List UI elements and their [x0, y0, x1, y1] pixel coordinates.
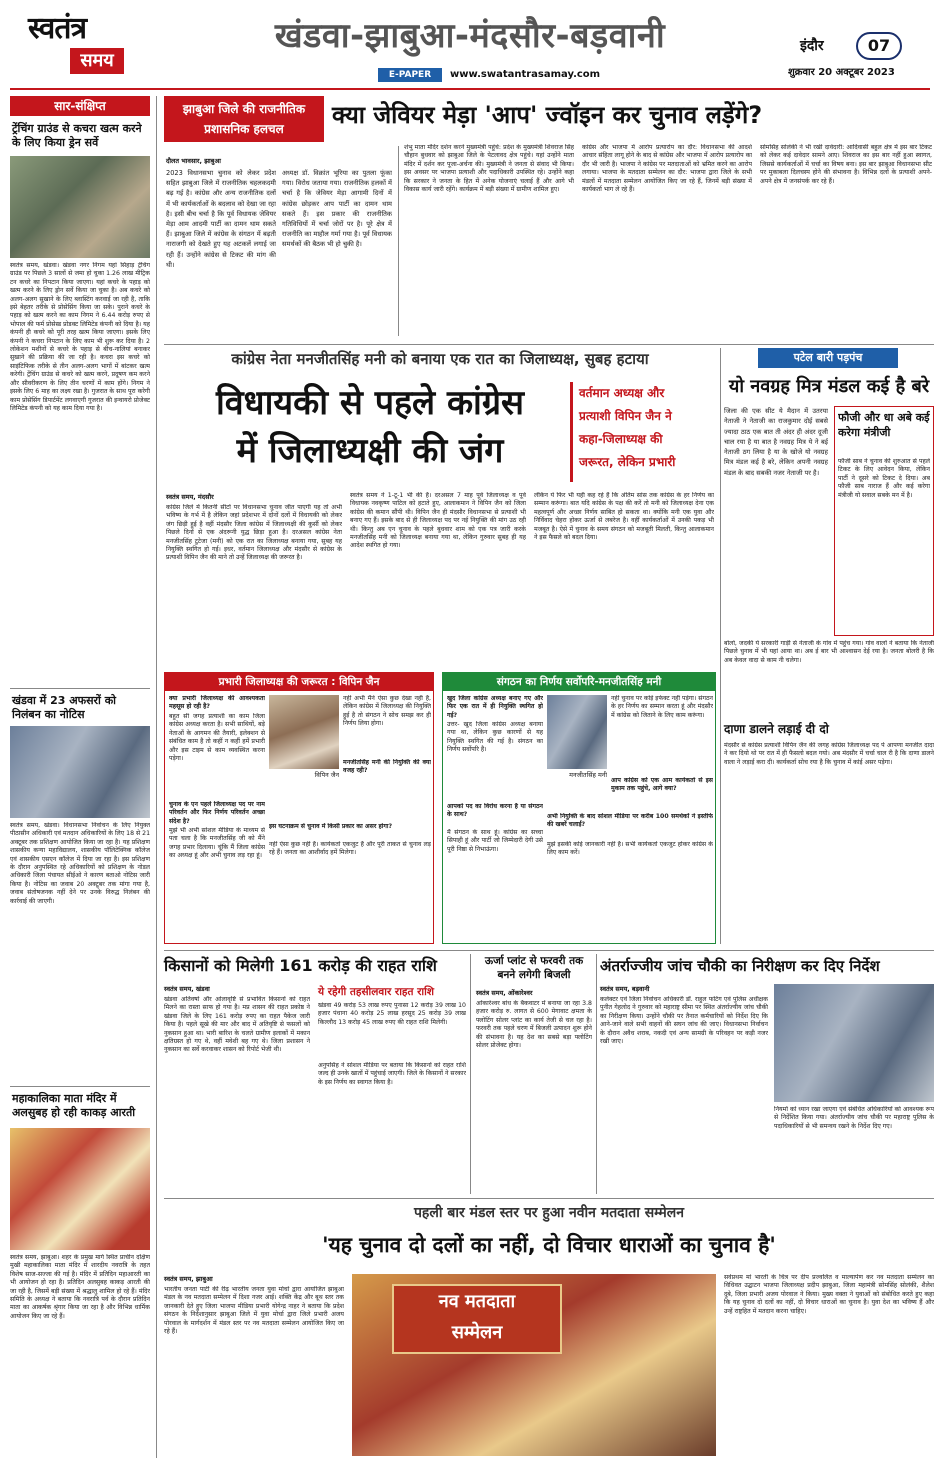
epaper-bar	[378, 68, 782, 82]
section-divider	[164, 1198, 934, 1199]
city-label: इंदौर	[800, 38, 824, 54]
farmer-headline: किसानों को मिलेगी 161 करोड़ की राहत राशि	[164, 956, 437, 975]
patel-kicker: पटेल बारी पड़पंच	[758, 348, 898, 368]
bottom-headline: 'यह चुनाव दो दलों का नहीं, दो विचार धाराओं का चुनाव है'	[322, 1233, 776, 1257]
sidebar-story1-photo	[10, 156, 150, 258]
lead-story-kicker: कांग्रेस नेता मनजीतसिंह मनी को बनाया एक रात का जिलाध्यक्ष, सुबह हटाया	[231, 350, 649, 368]
manjit-q4: अभी नियुक्ति के बाद सोशल मीडिया पर करीब 100 समर्थकों ने इस्तीफे की खबरें चलाईं?	[547, 813, 713, 829]
manjit-photo	[547, 695, 607, 769]
border-body: कलेक्टर एवं जिला निर्वाचन अधिकारी डॉ. राहुल फटिंग एवं पुलिस अधीक्षक पुनीत गेहलोद ने गुरुवार को महाराष्ट्र सीमा पर स्थित अंतर्राज्यीय जांच चौकी का निरीक्षण किया। उन्होंने चौकी पर तैनात कर्मचारियों को निर्देश दिए कि आने-जाने वाले सभी वाहनों की सघन जांच की जाए। विधानसभा निर्वाचन के दौरान अवैध शराब, नकदी एवं अन्य सामग्री के परिवहन पर कड़ी नजर रखी जाए।	[600, 996, 768, 1046]
top-story-col4: कांग्रेस और भाजपा में आरोप प्रत्यारोप का दौर: विधानसभा की आदर्श आचार संहिता लागू होने के बाद से कांग्रेस और भाजपा में आरोप प्रत्यारोप का दौर भी जारी है। भाजपा ने कांग्रेस पर मतदाताओं को भ्रमित करने का आरोप लगाया। भाजपा के मतदाता सम्मेलन का दौर: भाजपा द्वारा जिले के सभी मंडलों में मतदाता सम्मेलन आयोजित किए जा रहे हैं, जिनमें बड़ी संख्या में कार्यकर्ता भाग ले रहे हैं।	[582, 144, 752, 194]
manjit-a1: उत्तर- खुद जिला कांग्रेस अध्यक्ष बनाया गया था, लेकिन कुछ कारणों से यह नियुक्ति स्थगित की गई है। संगठन का निर्णय सर्वोपरि है।	[447, 721, 543, 754]
bottom-banner-line2: सम्मेलन	[451, 1322, 503, 1343]
sidebar-story2-headline: खंडवा में 23 अफसरों को निलंबन का नोटिस	[12, 694, 117, 721]
logo-top-text: स्वतंत्र	[28, 11, 87, 46]
farmer-byline: स्वतंत्र समय, खंडवा	[164, 985, 210, 993]
sidebar-story3-headline: महाकालिका माता मंदिर में अलसुबह हो रही काकड़ आरती	[12, 1092, 136, 1119]
page-number: 07	[856, 32, 902, 60]
bottom-col1: भारतीय जनता पार्टी की रीढ़ भारतीय जनता युवा मोर्चा द्वारा आयोजित झाबुआ मंडल के नव मतदाता सम्मेलन में दिशा नजर आई। शक्ति केंद्र और बूथ स्तर तक जानकारी देते हुए जिला भाजपा मीडिया प्रभारी योगेन्द्र नाहर ने बताया कि प्रदेश संगठन के निर्देशानुसार झाबुआ जिले में युवा मोर्चा द्वारा जिले प्रभारी अजय पोरवाल के मार्गदर्शन में मंडल स्तर पर नव मतदाता सम्मेलन आयोजित किए जा रहे हैं।	[164, 1286, 344, 1336]
masthead	[0, 0, 945, 92]
farmer-body2: अनुपसिंह ने सोशल मीडिया पर बताया कि किसानों को राहत राशि जल्द ही उनके खातों में पहुंचाई जाएगी। जिले के किसानों ने सरकार के इस निर्णय का स्वागत किया है।	[318, 1062, 466, 1086]
patel-body1: जिला की एक सीट ये मैदान में उतरया नेताजी ने नेताजी का राजकुमार दोई सबसे ज्यादा ठाठ एक बात ती अंदर ही अंदर दूजी चाल रया है या बात है नवग्रह मित्र ये ने बई नेताजी ठग लिया है या के खोजे यो नवग्रह मित्र मंडल कई है बरे, लेकिन अपनी नवग्रह मंडल के बाद सबकी नजर नेताजी पर है।	[724, 407, 828, 477]
manjit-box-title: संगठन का निर्णय सर्वोपरि-मनजीतसिंह मनी	[443, 673, 715, 691]
vipin-box-title: प्रभारी जिलाध्यक्ष की जरूरत : विपिन जैन	[165, 673, 433, 691]
vipin-q2: चुनाव के एन पहले जिलाध्यक्ष पद पर नाम परिवर्तन और फिर निर्णय परिवर्तन अच्छा संदेश है?	[169, 801, 265, 825]
top-story-col5: सोमसिंह सोलंकी ने भी रखी दावेदारी: आदिवासी बहुल क्षेत्र में इस बार टिकट को लेकर कई दावेदार सामने आए। शिवराज का इस बार नहीं हुआ स्वागत, जिससे कार्यकर्ताओं में चर्चा का विषय बना। इस बार झाबुआ विधानसभा सीट पर मुकाबला दिलचस्प होने की संभावना है। विभिन्न दलों के प्रत्याशी अपने-अपने क्षेत्र में जनसंपर्क कर रहे हैं।	[760, 144, 932, 185]
vipin-a1: बहुत सी जगह प्रत्याशी का काम जिला कांग्रेस अध्यक्ष करता है। सभी साथियों, बड़े नेताओं के आगमन की तैयारी, इलेक्शन से संबंधित काम है तो कहीं न कहीं हमें प्रभारी और इस टाइम से काम व्यवस्थित करना पड़ेगा।	[169, 713, 265, 763]
logo[interactable]	[28, 10, 124, 82]
farmer-sub-headline: ये रहेगी तहसीलवार राहत राशि	[318, 986, 435, 998]
top-story	[164, 96, 934, 340]
power-headline: ऊर्जा प्लांट से फरवरी तक बनने लगेगी बिजली	[484, 955, 584, 981]
vipin-a0: नहीं अभी मैंने ऐसा कुछ देखा नहीं है, लेकिन कांग्रेस में जिलाध्यक्ष की नियुक्ति हुई है तो संगठन ने सोच समझ कर ही निर्णय लिया होगा।	[343, 695, 431, 728]
vipin-q1: क्या प्रभारी जिलाध्यक्ष की आवश्यकता महसूस हो रही है?	[169, 695, 265, 711]
manjit-q1: खुद जिला कांग्रेस अध्यक्ष बनाए गए और फिर एक रात में ही नियुक्ति स्थगित हो गई?	[447, 695, 543, 719]
patel-side-headline: फौजी और धा अबे कई करेगा मंत्रीजी	[838, 411, 930, 439]
lead-story-col2: स्वतंत्र समय ने 1-टू-1 भी की है। दरअसल 7 माह पूर्व जिलाध्यक्ष व पूर्व विधायक नवकृष्ण पाटिल को हटाते हुए, आलाकमान ने विपिन जैन को जिला कांग्रेस की कमान सौंपी थी। विपिन जैन ही मंदसौर विधानसभा से प्रत्याशी भी बनाए गए हैं। इसके बाद से ही जिलाध्यक्ष पद पर नई नियुक्ति की मांग उठ रही थी। किन्तु अब एन चुनाव के पहले बुधवार शाम को एक पत्र जारी करके मनजीतसिंह मनी को जिलाध्यक्ष बनाया गया था, लेकिन गुरुवार सुबह ही यह आदेश स्थगित हो गया।	[350, 492, 526, 550]
logo-bottom-text: समय	[70, 48, 124, 74]
border-headline: अंतर्राज्जीय जांच चौकी का निरीक्षण कर दिए निर्देश	[600, 957, 880, 975]
column-divider	[156, 96, 157, 1458]
border-story	[600, 954, 934, 1196]
manjit-a4: मुझे इसकी कोई जानकारी नहीं है। सभी कार्यकर्ता एकजुट होकर कांग्रेस के लिए काम करें।	[547, 841, 713, 857]
bottom-banner-line1: नव मतदाता	[438, 1291, 516, 1312]
border-photo	[774, 984, 934, 1102]
manjit-q2: आपको पद का विरोध करना है या संगठन के साथ?	[447, 803, 543, 819]
farmer-body: खंडवा अतिवर्षा और ओलावृष्टि से प्रभावित किसानों को राहत मिलने का रास्ता साफ हो गया है। मप्र शासन की राहत प्रकोष्ठ ने खंडवा जिले के लिए 161 करोड़ रुपए का राहत पैकेज जारी किया है। पहले सूखे की मार और बाद में अतिवृष्टि से फसलों को नुकसान हुआ था। भारी बारिश के चलते ग्रामीण इलाकों में मकान क्षतिग्रस्त हो गए थे, वहीं मवेशी बह गए थे। जिला प्रशासन ने नुकसान का सर्वे करवाकर शासन को रिपोर्ट भेजी थी।	[164, 996, 310, 1054]
lead-story	[164, 348, 716, 948]
patel-headline: यो नवग्रह मित्र मंडल कई है बरे	[728, 376, 930, 397]
manjit-a3: नहीं चुनाव पर कोई इफेक्ट नहीं पड़ेगा। संगठन के हर निर्णय का सम्मान करता हूं और मंदसौर में कांग्रेस को जिताने के लिए काम करूंगा।	[611, 695, 713, 719]
lead-story-headline-line2: में जिलाध्यक्षी की जंग	[236, 431, 504, 471]
vipin-photo-caption: विपिन जैन	[314, 771, 339, 779]
patel-side-box	[834, 406, 934, 636]
border-body2: नियमों को ध्यान रखा जाएगा एवं संबंधित अधिकारियों को आवश्यक रूप से निर्देशित किया गया। अंतर्राज्यीय जांच चौकी पर महाराष्ट्र पुलिस के पदाधिकारियों से भी समन्वय रखने के निर्देश दिए गए।	[774, 1106, 934, 1130]
bottom-story	[164, 1202, 934, 1460]
vipin-a2: मुझे भी अभी सोशल मीडिया के माध्यम से पता चला है कि मनजीतसिंह जी को मैंने जगह प्रभार दिलाया। चूंकि मैं जिला कांग्रेस का अध्यक्ष हूं और अभी चुनाव लड़ रहा हूं।	[169, 827, 265, 860]
top-story-col2: अध्यक्ष डॉ. विक्रांत भूरिया का पुतला फूंका गया। विरोध जताया गया। राजनीतिक हलकों में चर्चा है कि जेवियर मेड़ा आगामी दिनों में कांग्रेस छोड़कर आप पार्टी का दामन थाम सकते हैं। इस प्रकार की राजनीतिक गतिविधियों में चर्चा जोरों पर है। पूरे क्षेत्र में राजनीति का माहौल गर्मा गया है। पूर्व विधायक समर्थकों की बैठक भी हो चुकी है।	[282, 169, 392, 249]
lead-story-col3: लेकिन ये फिर भी यही कह रहे हैं कि अंतिम सांस तक कांग्रेस के हर निर्णय का सम्मान करूंगा। बात यदि कांग्रेस के पक्ष की करें तो मनी को जिलाध्यक्ष देना एक महत्वपूर्ण और अच्छा निर्णय साबित हो सकता था। क्योंकि मनी एक युवा और निर्विवाद चेहरा होकर ऊर्जा से लबरेज है। वहीं कार्यकर्ताओं में उनकी पकड़ भी मजबूत है। ऐसे में चुनाव के समय संगठन को मजबूती मिलती, किन्तु आलाकमान ने इस फैसले को बदल दिया।	[534, 492, 714, 542]
patel-story	[724, 348, 934, 948]
side-quote-line: जरूरत, लेकिन प्रभारी	[579, 455, 676, 469]
section-divider	[164, 950, 934, 951]
sidebar-divider	[10, 1086, 150, 1087]
vipin-a4: नहीं ऐसा कुछ नहीं है। कार्यकर्ता एकजुट हैं और पूरी ताकत से चुनाव लड़ रहे हैं। जनता का आशीर्वाद हमें मिलेगा।	[269, 841, 431, 857]
vipin-photo	[269, 695, 339, 769]
lead-story-byline: स्वतंत्र समय, मंदसौर	[166, 493, 214, 501]
top-story-kicker-line2: प्रशासनिक हलचल	[204, 122, 284, 136]
edition-title: खंडवा-झाबुआ-मंदसौर-बड़वानी	[274, 16, 666, 56]
bottom-byline: स्वतंत्र समय, झाबुआ	[164, 1275, 213, 1283]
issue-date: शुक्रवार 20 अक्टूबर 2023	[788, 67, 895, 78]
vipin-q4: इस घटनाक्रम से चुनाव में किसी प्रकार का असर होगा?	[269, 823, 393, 830]
section-divider	[164, 344, 934, 345]
epaper-label: E-PAPER	[378, 68, 442, 82]
sidebar-story1-body: स्वतंत्र समय, खंडवा। खंडवा नगर निगम यहां सिहाड़ ट्रेंचिंग ग्राउंड पर पिछले 3 सालों से जमा हो चुका 1.26 लाख मीट्रिक टन कचरे का निपटान किया जाएगा। यहां कचरे के पहाड़ को खत्म करने के लिए ड्रोन सर्वे किया जा चुका है। अब कचरे को अलग-अलग सुखाने के लिए ब्लास्टिंग करवाई जा रही है, ताकि इसे बेहतर तरीके से प्रोसेसिंग किया जा सके। पुराने कचरे के पहाड़ को खत्म करने का काम निगम ने 6.44 करोड़ रुपए से भोपाल की फर्म प्रोसेस्ड प्रोडक्ट लिमिटेड कंपनी को दिया है। यह कंपनी ही कचरे को पूरी तरह खत्म किया जाएगा। इसके लिए कंपनी ने कचरा निपटान के लिए काम भी शुरू कर दिया है। 2 लोकेशन मशीनों से कचरे के पहाड़ से बीच-नालियां बनाकर सुखाने की प्रक्रिया की जा रही है। कचरा इस कचरे को साइंटिफिक तरीके से तीन अलग-अलग भागों में बांटकर खत्म करेगी। ट्रेंचिंग ग्राउंड से कचरे को खत्म करने, प्रदूषण कम करने और सीवरीकरण के लिए तीन चरणों में काम होंगे। निगम ने इसके लिए 6 माह का लक्ष्य रखा है। गुजरात के साथ पूरा करेगी काम प्रोसेसिंग डिपार्टमेंट लगवाएगी गुजरात की इन्वायरो प्रोजेक्ट लिमिटेड कंपनी को यह काम दिया गया है।	[10, 262, 150, 412]
bottom-kicker: पहली बार मंडल स्तर पर हुआ नवीन मतदाता सम्मेलन	[413, 1205, 685, 1221]
manjit-interview-box	[442, 672, 716, 944]
top-story-byline: दौलत भावसार, झाबुआ	[166, 157, 221, 165]
lead-story-side-quote	[570, 382, 716, 482]
manjit-q3: आप कांग्रेस को एक आम कार्यकर्ता से इस मुकाम तक पहुंचे, आगे क्या?	[611, 777, 713, 793]
masthead-divider	[10, 88, 930, 90]
patel-body3: मंदसौर से कांग्रेस प्रत्याशी विपिन जैन की जगह कांग्रेस जिलाध्यक्ष पद पे आपणा मनजीत दादा ने कर दियो थो पर रात में ही फैसलो बदल गयो। अब मंदसौर में चर्चा चाल री है कि दाणा डालने वाला ने लड़ाई करा दी। कार्यकर्ता सोच रया है कि चुनाव में कांई असर पड़ेगा।	[724, 742, 934, 766]
bottom-col3: सर्वप्रथम मां भारती के चित्र पर दीप प्रज्वलित व माल्यार्पण कर नव मतदाता सम्मेलन का विधिवत उद्घाटन भाजपा जिलाध्यक्ष प्रदीप झाबुआ, जिला महामंत्री सोमसिंह सोलंकी, शैलेश दुबे, जिला प्रभारी अजय पोरवाल ने किया। मुख्य वक्ता ने युवाओं को संबोधित करते हुए कहा कि यह चुनाव दो दलों का नहीं, दो विचार धाराओं का चुनाव है। युवा देश का भविष्य हैं और उन्हें राष्ट्रहित में मतदान करना चाहिए।	[724, 1274, 934, 1315]
farmer-story	[164, 954, 466, 1196]
side-quote-line: कहा-जिलाध्यक्ष की	[579, 432, 663, 446]
website-link[interactable]: www.swatantrasamay.com	[450, 69, 601, 80]
manjit-photo-caption: मनजीतसिंह मनी	[569, 771, 607, 779]
sidebar-story2-body: स्वतंत्र समय, खंडवा। विधानसभा निर्वाचन के लिए नियुक्त पीठासीन अधिकारी एवं मतदान अधिकारियों के लिए 18 से 21 अक्टूबर तक प्रशिक्षण आयोजित किया जा रहा है। यह प्रशिक्षण शासकीय कन्या महाविद्यालय, शासकीय पॉलिटेक्निक कॉलेज एवं शासकीय एसएन कॉलेज में दिया जा रहा है। इस प्रशिक्षण के दौरान अनुपस्थित रहे अधिकारियों को प्रशिक्षण के नोडल अधिकारी जिला पंचायत सीईओ ने कारण बताओ नोटिस जारी किया है। नोटिस का जवाब 20 अक्टूबर तक मांगा गया है, जवाब संतोषजनक नहीं देने पर उनके विरुद्ध निलंबन की कार्रवाई की जाएगी।	[10, 822, 150, 905]
top-story-headline: क्या जेवियर मेड़ा 'आप' ज्वॉइन कर चुनाव लड़ेंगे?	[332, 101, 763, 129]
sidebar	[10, 96, 150, 1458]
power-story	[476, 954, 592, 1196]
sidebar-section-title: सार-संक्षिप्त	[10, 96, 150, 116]
lead-story-headline-line1: विधायकी से पहले कांग्रेस	[215, 383, 525, 423]
sidebar-divider	[10, 688, 150, 689]
manjit-a2: मैं संगठन के साथ हूं। कांग्रेस का सच्चा सिपाही हूं और पार्टी जो जिम्मेदारी देगी उसे पूरी निष्ठा से निभाऊंगा।	[447, 829, 543, 853]
top-story-kicker-line1: झाबुआ जिले की राजनीतिक	[182, 102, 306, 116]
top-story-col1: 2023 विधानसभा चुनाव को लेकर प्रदेश सहित झाबुआ जिले में राजनीतिक चहलकदमी बढ़ गई है। कांग्रेस और अन्य राजनीतिक दलों में भी कार्यकर्ताओं के बदलाव को देखा जा रहा है। इसी बीच चर्चा है कि पूर्व विधायक जेवियर मेड़ा आम आदमी पार्टी का दामन थाम सकते हैं। झाबुआ जिले में कांग्रेस के संगठन में बढ़ती नाराजगी को देखते हुए यह अटकलें लगाई जा रही हैं। उन्होंने कांग्रेस से टिकट की मांग की थी।	[166, 169, 276, 269]
bottom-banner	[392, 1284, 562, 1354]
side-quote-line: प्रत्याशी विपिन जैन ने	[579, 409, 672, 423]
top-story-col3: शंभु माता मंदिर दर्शन करने मुख्यमंत्री पहुंचे: प्रदेश के मुख्यमंत्री शिवराज सिंह चौहान बुधवार को झाबुआ जिले के पेटलावद क्षेत्र पहुंचे। यहां उन्होंने माता मंदिर में दर्शन कर पूजा-अर्चना की। मुख्यमंत्री ने जनता से संवाद भी किया। इस अवसर पर भाजपा प्रत्याशी और पदाधिकारी उपस्थित रहे। उन्होंने कहा कि सरकार ने जनता के हित में अनेक योजनाएं चलाई हैं और आगे भी विकास कार्य जारी रहेंगे। कार्यक्रम में बड़ी संख्या में ग्रामीण शामिल हुए।	[404, 144, 574, 194]
patel-sub-headline: दाणा डालने लड़ाई दी दो	[724, 722, 829, 736]
vipin-q3: मनजीतसिंह मनी की नियुक्ति की क्या वजह रही?	[343, 759, 431, 775]
vipin-interview-box	[164, 672, 434, 944]
power-body: ओंकारेश्वर बांध के बैकवाटर में बनाया जा रहा 3.8 हजार करोड़ रु. लागत से 600 मेगावाट क्षमता के फ्लोटिंग सोलर प्लांट का कार्य तेजी से चल रहा है। फरवरी तक पहले चरण में बिजली उत्पादन शुरू होने की संभावना है। यह देश का सबसे बड़ा फ्लोटिंग सोलर प्रोजेक्ट होगा।	[476, 1000, 592, 1050]
patel-body2: बोलो, जदकी ये सरकारी गाड़ी से नेताजी के गांव में पहुंच गया। गांव वालों ने बताया कि नेताजी पिछले चुनाव में भी यहां आया था। अब ई बार भी आश्वासन देई रया है। जनता बोलरी है कि अब केवल वादा से काम नी चलेगा।	[724, 640, 934, 664]
column-divider	[398, 146, 399, 336]
column-divider	[720, 348, 721, 944]
bottom-event-photo	[352, 1274, 716, 1456]
column-divider	[596, 954, 597, 1194]
sidebar-story3-photo	[10, 1128, 150, 1250]
patel-side-body: फौजी साब ने चुनाव की शुरुआत से पहले टिकट के लिए आवेदन किया, लेकिन पार्टी ने दूसरे को टिकट दे दिया। अब फौजी साब नाराज हैं और कई करेगा मंत्रीजी यो सवाल सबके मन में है।	[838, 458, 930, 499]
side-quote-line: वर्तमान अध्यक्ष और	[579, 386, 665, 400]
border-byline: स्वतंत्र समय, बड़वानी	[600, 985, 650, 993]
sidebar-story2-photo	[10, 726, 150, 818]
farmer-sub-body: खंडवा 49 करोड़ 53 लाख रुपए पुनासा 12 करोड़ 39 लाख 10 हजार पंधाना 40 करोड़ 25 लाख हरसूद 25 करोड़ 39 लाख किल्लौद 13 करोड़ 45 लाख रुपए की राहत राशि मिलेगी।	[318, 1002, 466, 1026]
column-divider	[470, 954, 471, 1194]
sidebar-story1-headline: ट्रेंचिंग ग्राउंड से कचरा खत्म करने के लिए किया ड्रेन सर्वे	[12, 122, 142, 149]
power-byline: स्वतंत्र समय, ओंकारेश्वर	[476, 989, 533, 997]
lead-story-col1: कांग्रेस जिले में कितनी सीटों पर विधानसभा चुनाव जीत पाएगी यह तो अभी भविष्य के गर्भ में है लेकिन जहां प्रदेशभर में दोनों दलों में विधायकी को लेकर जंग छिड़ी हुई है वहीं मंदसौर जिला कांग्रेस में जिलाध्यक्षी की कुर्सी को लेकर पिछले दिनों से एक अंदरूनी युद्ध छिड़ा हुआ है। दरअसल कांग्रेस नेता मनजीतसिंह टुटेजा (मनी) को एक रात का जिलाध्यक्ष बनाया गया, सुबह यह नियुक्ति स्थगित हो गई। इधर, वर्तमान जिलाध्यक्ष और मंदसौर से कांग्रेस के प्रत्याशी विपिन जैन की माने तो उन्हें जिलाध्यक्ष की जरूरत है।	[166, 504, 342, 562]
top-story-kicker	[164, 96, 324, 142]
sidebar-story3-body: स्वतंत्र समय, झाबुआ। शहर के प्रमुख मार्ग स्थित प्राचीन दक्षिण मुखी महाकालिका माता मंदिर में शारदीय नवरात्रि के तहत विशेष साज-सज्जा की गई है। मंदिर में प्रतिदिन महाआरती का भी आयोजन हो रहा है। प्रतिदिन अलसुबह काकड़ आरती की जा रही है, जिसमें बड़ी संख्या में श्रद्धालु शामिल हो रहे हैं। मंदिर समिति के अध्यक्ष ने बताया कि नवरात्रि पर्व के दौरान प्रतिदिन माता का आकर्षक श्रृंगार किया जा रहा है और विभिन्न धार्मिक आयोजन किए जा रहे हैं।	[10, 1254, 150, 1320]
